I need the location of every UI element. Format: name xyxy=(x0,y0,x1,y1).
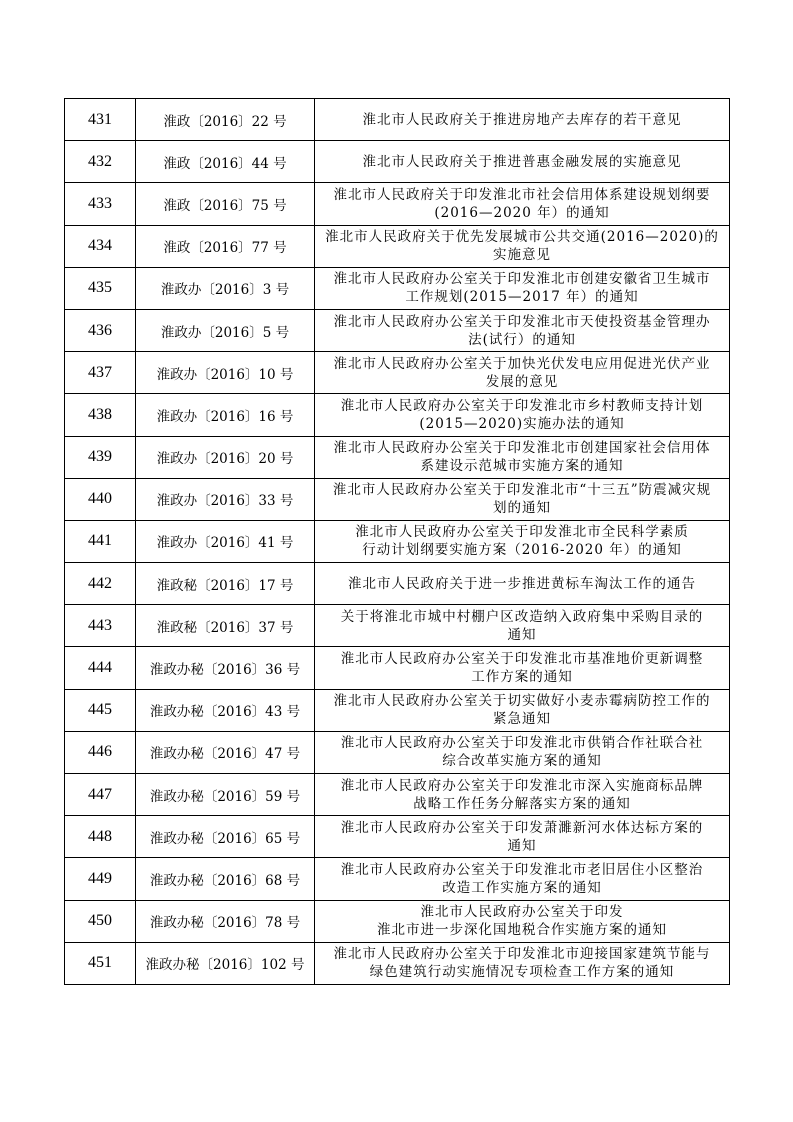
row-number: 435 xyxy=(65,267,136,309)
document-code: 淮政办秘〔2016〕47 号 xyxy=(136,731,315,773)
document-title-line: 淮北市人民政府办公室关于印发淮北市基准地价更新调整 xyxy=(340,651,704,668)
document-title-line: 淮北市人民政府办公室关于印发淮北市老旧居住小区整治 xyxy=(340,861,704,878)
row-number: 446 xyxy=(65,731,136,773)
document-title xyxy=(315,563,730,605)
table-row xyxy=(65,99,730,141)
document-title-line: 淮北市人民政府办公室关于印发淮北市乡村教师支持计划 xyxy=(340,397,704,414)
document-title xyxy=(315,942,730,984)
document-title xyxy=(315,605,730,647)
table-row xyxy=(65,774,730,816)
row-number: 444 xyxy=(65,647,136,689)
row-number: 433 xyxy=(65,183,136,225)
document-title-line: 淮北市人民政府办公室关于印发淮北市供销合作社联合社 xyxy=(340,735,704,752)
document-title-line: 淮北市人民政府办公室关于印发淮北市创建国家社会信用体 xyxy=(333,440,711,457)
document-code: 淮政〔2016〕44 号 xyxy=(136,141,315,183)
document-title-line: 淮北市人民政府办公室关于印发淮北市创建安徽省卫生城市 xyxy=(333,271,711,288)
table-row xyxy=(65,731,730,773)
document-title-line: 淮北市人民政府办公室关于印发 xyxy=(420,904,624,921)
document-title-line: 淮北市人民政府办公室关于印发淮北市迎接国家建筑节能与 xyxy=(333,946,711,963)
document-list-body xyxy=(65,99,730,985)
document-title-line: 淮北市人民政府办公室关于加快光伏发电应用促进光伏产业 xyxy=(333,355,711,372)
document-title xyxy=(315,900,730,942)
document-title-line: 淮北市人民政府办公室关于切实做好小麦赤霉病防控工作的 xyxy=(333,693,711,710)
document-code: 淮政办秘〔2016〕65 号 xyxy=(136,816,315,858)
row-number: 432 xyxy=(65,141,136,183)
table-row xyxy=(65,942,730,984)
table-row xyxy=(65,816,730,858)
document-code: 淮政〔2016〕77 号 xyxy=(136,225,315,267)
document-title-line: 战略工作任务分解落实方案的通知 xyxy=(413,795,631,812)
document-title-line: 淮北市人民政府关于推进房地产去库存的若干意见 xyxy=(362,111,682,128)
document-title-line: 通知 xyxy=(507,626,537,643)
document-title xyxy=(315,183,730,225)
document-title xyxy=(315,267,730,309)
row-number: 436 xyxy=(65,309,136,351)
document-title xyxy=(315,520,730,562)
table-row xyxy=(65,689,730,731)
document-title-line: 淮北市人民政府办公室关于印发淮北市“十三五”防震减灾规 xyxy=(332,482,712,499)
document-title xyxy=(315,394,730,436)
document-title xyxy=(315,478,730,520)
document-title-line: 综合改革实施方案的通知 xyxy=(442,753,602,770)
row-number: 440 xyxy=(65,478,136,520)
row-number: 438 xyxy=(65,394,136,436)
row-number: 443 xyxy=(65,605,136,647)
document-title xyxy=(315,689,730,731)
document-title xyxy=(315,225,730,267)
document-code: 淮政办〔2016〕5 号 xyxy=(136,309,315,351)
document-title-line: 紧急通知 xyxy=(493,711,551,728)
row-number: 445 xyxy=(65,689,136,731)
document-code: 淮政办秘〔2016〕59 号 xyxy=(136,774,315,816)
document-title-line: 划的通知 xyxy=(493,500,551,517)
document-title xyxy=(315,731,730,773)
row-number: 441 xyxy=(65,520,136,562)
document-title xyxy=(315,647,730,689)
document-code: 淮政办〔2016〕41 号 xyxy=(136,520,315,562)
document-code: 淮政办〔2016〕16 号 xyxy=(136,394,315,436)
document-title-line: 工作规划(2015—2017 年）的通知 xyxy=(405,289,639,306)
document-title xyxy=(315,774,730,816)
document-title-line: 淮北市人民政府关于优先发展城市公共交通(2016—2020)的 xyxy=(325,229,719,246)
document-list-table xyxy=(64,98,730,985)
document-title xyxy=(315,816,730,858)
row-number: 449 xyxy=(65,858,136,900)
table-row xyxy=(65,605,730,647)
document-code: 淮政办秘〔2016〕43 号 xyxy=(136,689,315,731)
document-title-line: 淮北市人民政府办公室关于印发淮北市天使投资基金管理办 xyxy=(333,313,711,330)
document-code: 淮政〔2016〕22 号 xyxy=(136,99,315,141)
document-title-line: 法(试行）的通知 xyxy=(468,331,576,348)
document-title-line: 淮北市人民政府关于进一步推进黄标车淘汰工作的通告 xyxy=(348,575,696,592)
table-row xyxy=(65,647,730,689)
table-row xyxy=(65,900,730,942)
row-number: 450 xyxy=(65,900,136,942)
document-title-line: 淮北市人民政府办公室关于印发淮北市深入实施商标品牌 xyxy=(340,777,704,794)
document-title xyxy=(315,352,730,394)
table-row xyxy=(65,563,730,605)
document-title-line: 关于将淮北市城中村棚户区改造纳入政府集中采购目录的 xyxy=(340,608,704,625)
row-number: 447 xyxy=(65,774,136,816)
document-title-line: (2015—2020)实施办法的通知 xyxy=(419,415,625,432)
row-number: 448 xyxy=(65,816,136,858)
document-title-line: 系建设示范城市实施方案的通知 xyxy=(420,458,624,475)
table-row xyxy=(65,309,730,351)
document-title xyxy=(315,436,730,478)
document-title-line: 发展的意见 xyxy=(485,373,559,390)
document-title-line: 淮北市人民政府关于推进普惠金融发展的实施意见 xyxy=(362,153,682,170)
document-title-line: 淮北市人民政府关于印发淮北市社会信用体系建设规划纲要 xyxy=(333,186,711,203)
table-row xyxy=(65,858,730,900)
document-title-line: 改造工作实施方案的通知 xyxy=(442,879,602,896)
document-code: 淮政〔2016〕75 号 xyxy=(136,183,315,225)
document-code: 淮政办〔2016〕10 号 xyxy=(136,352,315,394)
document-title xyxy=(315,99,730,141)
document-title-line: 淮北市人民政府办公室关于印发萧濉新河水体达标方案的 xyxy=(340,819,704,836)
document-code: 淮政秘〔2016〕17 号 xyxy=(136,563,315,605)
table-row xyxy=(65,520,730,562)
document-code: 淮政办秘〔2016〕36 号 xyxy=(136,647,315,689)
document-code: 淮政办秘〔2016〕102 号 xyxy=(136,942,315,984)
document-title-line: 实施意见 xyxy=(493,247,551,264)
table-row xyxy=(65,267,730,309)
row-number: 437 xyxy=(65,352,136,394)
document-code: 淮政秘〔2016〕37 号 xyxy=(136,605,315,647)
document-title-line: (2016—2020 年）的通知 xyxy=(434,204,610,221)
row-number: 442 xyxy=(65,563,136,605)
table-row xyxy=(65,436,730,478)
document-code: 淮政办〔2016〕20 号 xyxy=(136,436,315,478)
document-title-line: 通知 xyxy=(507,837,537,854)
document-code: 淮政办〔2016〕3 号 xyxy=(136,267,315,309)
table-row xyxy=(65,141,730,183)
document-title-line: 淮北市人民政府办公室关于印发淮北市全民科学素质 xyxy=(355,524,689,541)
document-title-line: 行动计划纲要实施方案（2016-2020 年）的通知 xyxy=(362,542,682,559)
row-number: 434 xyxy=(65,225,136,267)
document-code: 淮政办秘〔2016〕78 号 xyxy=(136,900,315,942)
table-row xyxy=(65,352,730,394)
document-title-line: 工作方案的通知 xyxy=(471,669,573,686)
row-number: 451 xyxy=(65,942,136,984)
table-row xyxy=(65,225,730,267)
row-number: 439 xyxy=(65,436,136,478)
document-code: 淮政办〔2016〕33 号 xyxy=(136,478,315,520)
document-title xyxy=(315,141,730,183)
table-row xyxy=(65,478,730,520)
document-title xyxy=(315,309,730,351)
row-number: 431 xyxy=(65,99,136,141)
document-title xyxy=(315,858,730,900)
document-title-line: 绿色建筑行动实施情况专项检查工作方案的通知 xyxy=(369,964,675,981)
table-row xyxy=(65,183,730,225)
document-code: 淮政办秘〔2016〕68 号 xyxy=(136,858,315,900)
document-title-line: 淮北市进一步深化国地税合作实施方案的通知 xyxy=(377,922,667,939)
table-row xyxy=(65,394,730,436)
